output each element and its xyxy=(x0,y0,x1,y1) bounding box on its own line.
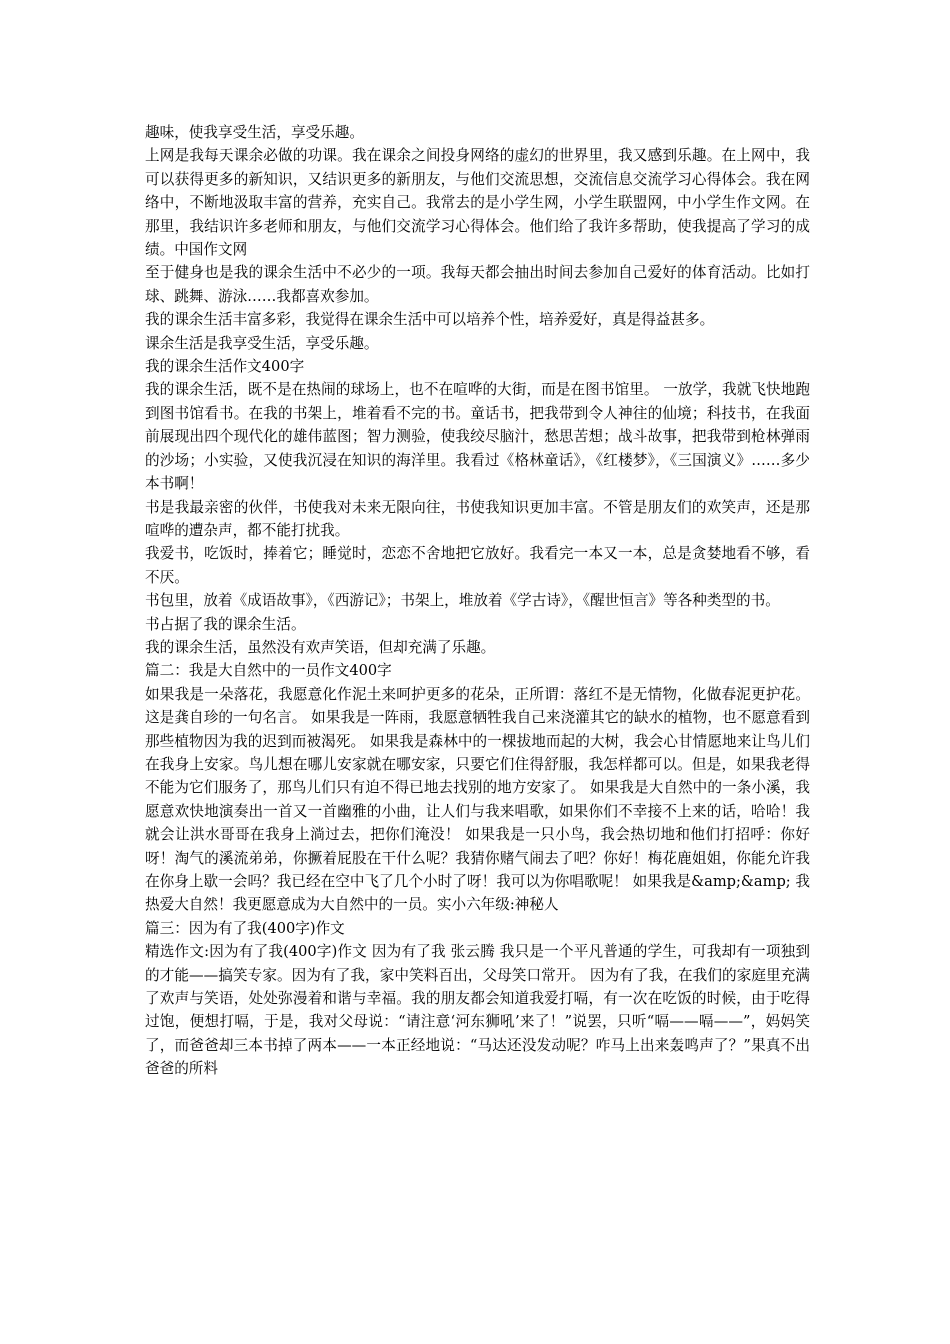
section-heading: 我的课余生活作文400字 xyxy=(145,358,305,376)
paragraph: 书占据了我的课余生活。 xyxy=(145,615,306,633)
paragraph: 至于健身也是我的课余生活中不必少的一项。我每天都会抽出时间去参加自己爱好的体育活动。比如打球、跳舞、游泳……我都喜欢参加。 xyxy=(145,264,810,305)
paragraph: 趣味，使我享受生活，享受乐趣。 xyxy=(145,124,364,141)
paragraph: 我的课余生活，既不是在热闹的球场上，也不在喧哗的大街，而是在图书馆里。 一放学，我就飞快地跑到图书馆看书。在我的书架上，堆着看不完的书。童话书，把我带到令人神往的仙境；科技书，在我面前展现出四个现代化的雄伟蓝图；智力测验，使我绞尽脑汁，愁思苦想；战斗故事，把我带到枪林弹雨的沙场；小实验，又使我沉浸在知识的海洋里。我看过《格林童话》，《红楼梦》，《三国演义》……多少本书啊！ xyxy=(145,381,810,493)
paragraph: 课余生活是我享受生活，享受乐趣。 xyxy=(145,334,379,352)
section-heading: 篇三：因为有了我(400字)作文 xyxy=(145,919,345,937)
paragraph: 我爱书，吃饭时，捧着它；睡觉时，恋恋不舍地把它放好。我看完一本又一本，总是贪婪地看不够，看不厌。 xyxy=(145,545,810,586)
document-body xyxy=(145,121,810,1081)
paragraph: 我的课余生活丰富多彩，我觉得在课余生活中可以培养个性，培养爱好，真是得益甚多。 xyxy=(145,311,715,329)
paragraph: 上网是我每天课余必做的功课。我在课余之间投身网络的虚幻的世界里，我又感到乐趣。在上网中，我可以获得更多的新知识，又结识更多的新朋友，与他们交流思想，交流信息交流学习心得体会。我在网络中，不断地汲取丰富的营养，充实自己。我常去的是小学生网，小学生联盟网，中小学生作文网。在那里，我结识许多老师和朋友，与他们交流学习心得体会。他们给了我许多帮助，使我提高了学习的成绩。中国作文网 xyxy=(145,147,810,259)
paragraph: 如果我是一朵落花，我愿意化作泥土来呵护更多的花朵，正所谓：落红不是无情物，化做春泥更护花。这是龚自珍的一句名言。 如果我是一阵雨，我愿意牺牲我自己来浇灌其它的缺水的植物，也不愿意看到那些植物因为我的迟到而被渴死。 如果我是森林中的一棵拔地而起的大树，我会心甘情愿地来让鸟儿们在我身上安家。鸟儿想在哪儿安家就在哪安家，只要它们住得舒服，我怎样都可以。但是，如果我老得不能为它们服务了，那鸟儿们只有迫不得已地去找别的地方安家了。 如果我是大自然中的一条小溪，我愿意欢快地演奏出一首又一首幽雅的小曲，让人们与我来唱歌，如果你们不幸接不上来的话，哈哈！我就会让洪水哥哥在我身上淌过去，把你们淹没！ 如果我是一只小鸟，我会热切地和他们打招呼：你好呀！淘气的溪流弟弟，你撅着屁股在干什么呢？我猜你赌气闹去了吧？你好！梅花鹿姐姐，你能允许我在你身上歇一会吗？我已经在空中飞了几个小时了呀！我可以为你唱歌呢！ 如果我是&amp;&amp; 我热爱大自然！我更愿意成为大自然中的一员。实小六年级:神秘人 xyxy=(145,685,810,914)
paragraph: 我的课余生活，虽然没有欢声笑语，但却充满了乐趣。 xyxy=(145,638,496,656)
paragraph: 书是我最亲密的伙伴，书使我对未来无限向往，书使我知识更加丰富。不管是朋友们的欢笑声，还是那喧哗的遭杂声，都不能打扰我。 xyxy=(145,498,810,539)
section-heading: 篇二：我是大自然中的一员作文400字 xyxy=(145,662,392,680)
paragraph: 书包里，放着《成语故事》，《西游记》；书架上，堆放着《学古诗》，《醒世恒言》等各种类型的书。 xyxy=(145,592,780,610)
paragraph: 精选作文:因为有了我(400字)作文 因为有了我 张云腾 我只是一个平凡普通的学生，可我却有一项独到的才能——搞笑专家。因为有了我，家中笑料百出，父母笑口常开。 因为有了我，在我们的家庭里充满了欢声与笑语，处处弥漫着和谐与幸福。我的朋友都会知道我爱打嗝，有一次在吃饭的时候，由于吃得过饱，便想打嗝，于是，我对父母说：“请注意‘河东狮吼’来了！”说罢，只听“嗝——嗝——”，妈妈笑了，而爸爸却三本书掉了两本——一本正经地说：“马达还没发动呢？咋马上出来轰鸣声了？”果真不出爸爸的所料 xyxy=(145,943,810,1078)
